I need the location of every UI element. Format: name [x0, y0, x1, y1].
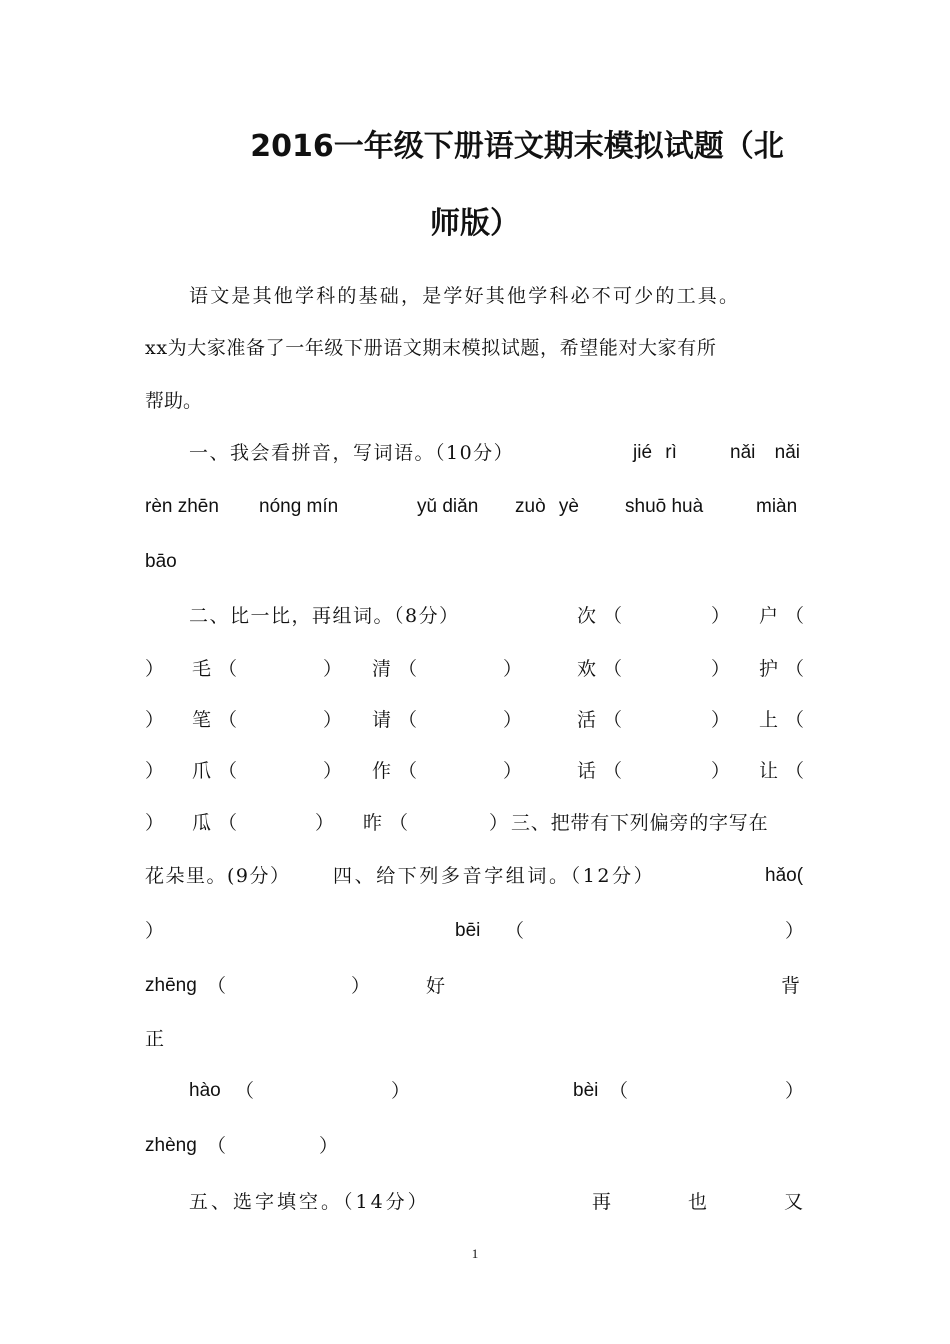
paren-open: （	[603, 658, 623, 680]
paren-open: （	[218, 658, 238, 680]
q4-line-4	[145, 1024, 805, 1054]
q5-heading: 五、选字填空。（14分）	[189, 1191, 430, 1213]
pinyin-renzhen: rèn zhēn	[145, 496, 219, 517]
paren-close: ）	[711, 658, 731, 680]
pinyin-nainai: nǎi nǎi	[730, 442, 800, 463]
paren-close: ）	[711, 605, 731, 627]
paren-open: （	[235, 1080, 255, 1102]
paren-open: （	[505, 920, 525, 942]
title-line-2: 师版）	[430, 206, 520, 241]
paren-open: （	[398, 760, 418, 782]
title-line-1: 2016一年级下册语文期末模拟试题（北	[250, 129, 784, 164]
paren-close: ）	[145, 812, 165, 834]
q2-char-zhua: 爪	[192, 760, 212, 782]
pinyin-mian: miàn	[756, 496, 798, 517]
q1-heading: 一、我会看拼音，写词语。（10分）	[189, 442, 515, 464]
paren-close: ）	[145, 658, 165, 680]
paren-open: （	[785, 658, 805, 680]
q3-heading-b: 花朵里。(9分）	[145, 865, 291, 887]
q1-line-2	[145, 492, 805, 522]
q2-char-zuo: 作	[372, 760, 392, 782]
pinyin-bao: bāo	[145, 551, 177, 572]
intro-text-3: 帮助。	[145, 390, 203, 412]
paren-close: ）	[145, 709, 165, 731]
paren-open: （	[207, 1135, 227, 1157]
q4-char-hao: 好	[426, 975, 446, 997]
paren-close: ）	[319, 1135, 339, 1157]
paren-close: ）	[503, 760, 523, 782]
paren-open: （	[218, 709, 238, 731]
paren-close: ）	[711, 709, 731, 731]
intro-line-1	[145, 281, 805, 311]
paren-close: ）	[785, 920, 805, 942]
paren-open: （	[207, 975, 227, 997]
pinyin-nongmin: nóng mín	[259, 496, 339, 517]
paren-close: ）	[145, 920, 165, 942]
q2-char-shang: 上	[759, 709, 779, 731]
q5-line-1	[145, 1187, 805, 1217]
paren-close: ）	[503, 709, 523, 731]
paren-open: （	[609, 1080, 629, 1102]
paren-close: ）	[323, 709, 343, 731]
paren-close: ）	[351, 975, 371, 997]
q1-line-1	[145, 438, 805, 468]
q4-char-bei: 背	[781, 975, 801, 997]
paren-open: （	[218, 812, 238, 834]
pinyin-zheng1: zhēng	[145, 975, 197, 996]
q2-char-gua: 瓜	[192, 812, 212, 834]
paren-open: （	[398, 709, 418, 731]
q3-q4-line	[145, 861, 805, 891]
q2-line-2	[145, 654, 805, 684]
paren-close: ）	[489, 812, 509, 834]
paren-close: ）	[503, 658, 523, 680]
pinyin-hao3: hǎo(	[765, 865, 804, 886]
q2-char-ci: 次	[577, 605, 597, 627]
pinyin-shuohua: shuō huà	[625, 496, 704, 517]
paren-close: ）	[785, 1080, 805, 1102]
intro-line-2	[145, 333, 805, 363]
intro-line-3	[145, 386, 805, 416]
q2-char-huo: 活	[577, 709, 597, 731]
q5-char-zai: 再	[592, 1191, 612, 1213]
q2-char-mao: 毛	[192, 658, 212, 680]
pinyin-hao4: hào	[189, 1080, 221, 1101]
paren-open: （	[603, 709, 623, 731]
paren-open: （	[785, 760, 805, 782]
q2-char-hu2: 护	[759, 658, 779, 680]
paren-close: ）	[315, 812, 335, 834]
q4-line-3	[145, 971, 805, 1001]
paren-open: （	[785, 605, 805, 627]
q4-line-2	[145, 916, 805, 946]
q3-heading-a: 三、把带有下列偏旁的字写在	[511, 812, 769, 834]
q2-char-hua: 话	[577, 760, 597, 782]
q4-line-6	[145, 1131, 805, 1161]
pinyin-zheng4: zhèng	[145, 1135, 197, 1156]
q5-char-you: 又	[784, 1191, 804, 1213]
intro-text-1: 语文是其他学科的基础，是学好其他学科必不可少的工具。	[189, 285, 741, 307]
q2-char-zuo2: 昨	[363, 812, 383, 834]
intro-text-2: xx为大家准备了一年级下册语文期末模拟试题，希望能对大家有所	[145, 337, 717, 359]
q5-char-ye: 也	[688, 1191, 708, 1213]
paren-open: （	[398, 658, 418, 680]
q4-char-zheng: 正	[145, 1028, 165, 1050]
q2-line-3	[145, 705, 805, 735]
q2-heading: 二、比一比，再组词。（8分）	[189, 605, 460, 627]
paren-close: ）	[323, 658, 343, 680]
q2-line-5	[145, 808, 805, 838]
paren-open: （	[785, 709, 805, 731]
paren-open: （	[603, 605, 623, 627]
pinyin-bei4: bèi	[573, 1080, 599, 1101]
q2-char-rang: 让	[759, 760, 779, 782]
page-number: 1	[471, 1246, 479, 1261]
q2-char-huan: 欢	[577, 658, 597, 680]
q4-heading: 四、给下列多音字组词。（12分）	[333, 865, 656, 887]
pinyin-bei1: bēi	[455, 920, 481, 941]
q1-line-3	[145, 547, 805, 577]
paren-close: ）	[391, 1080, 411, 1102]
q2-char-qing: 清	[372, 658, 392, 680]
pinyin-zuoye: zuò yè	[515, 496, 579, 517]
paren-close: ）	[145, 760, 165, 782]
paren-close: ）	[323, 760, 343, 782]
q2-char-hu: 户	[759, 605, 779, 627]
paren-open: （	[603, 760, 623, 782]
q2-line-4	[145, 756, 805, 786]
q2-line-1	[145, 601, 805, 631]
q4-line-5	[145, 1076, 805, 1106]
pinyin-jieri: jié rì	[633, 442, 677, 463]
paren-close: ）	[711, 760, 731, 782]
q2-char-qing2: 请	[372, 709, 392, 731]
paren-open: （	[389, 812, 409, 834]
q2-char-bi: 笔	[192, 709, 212, 731]
paren-open: （	[218, 760, 238, 782]
pinyin-yudian: yǔ diǎn	[417, 496, 479, 517]
